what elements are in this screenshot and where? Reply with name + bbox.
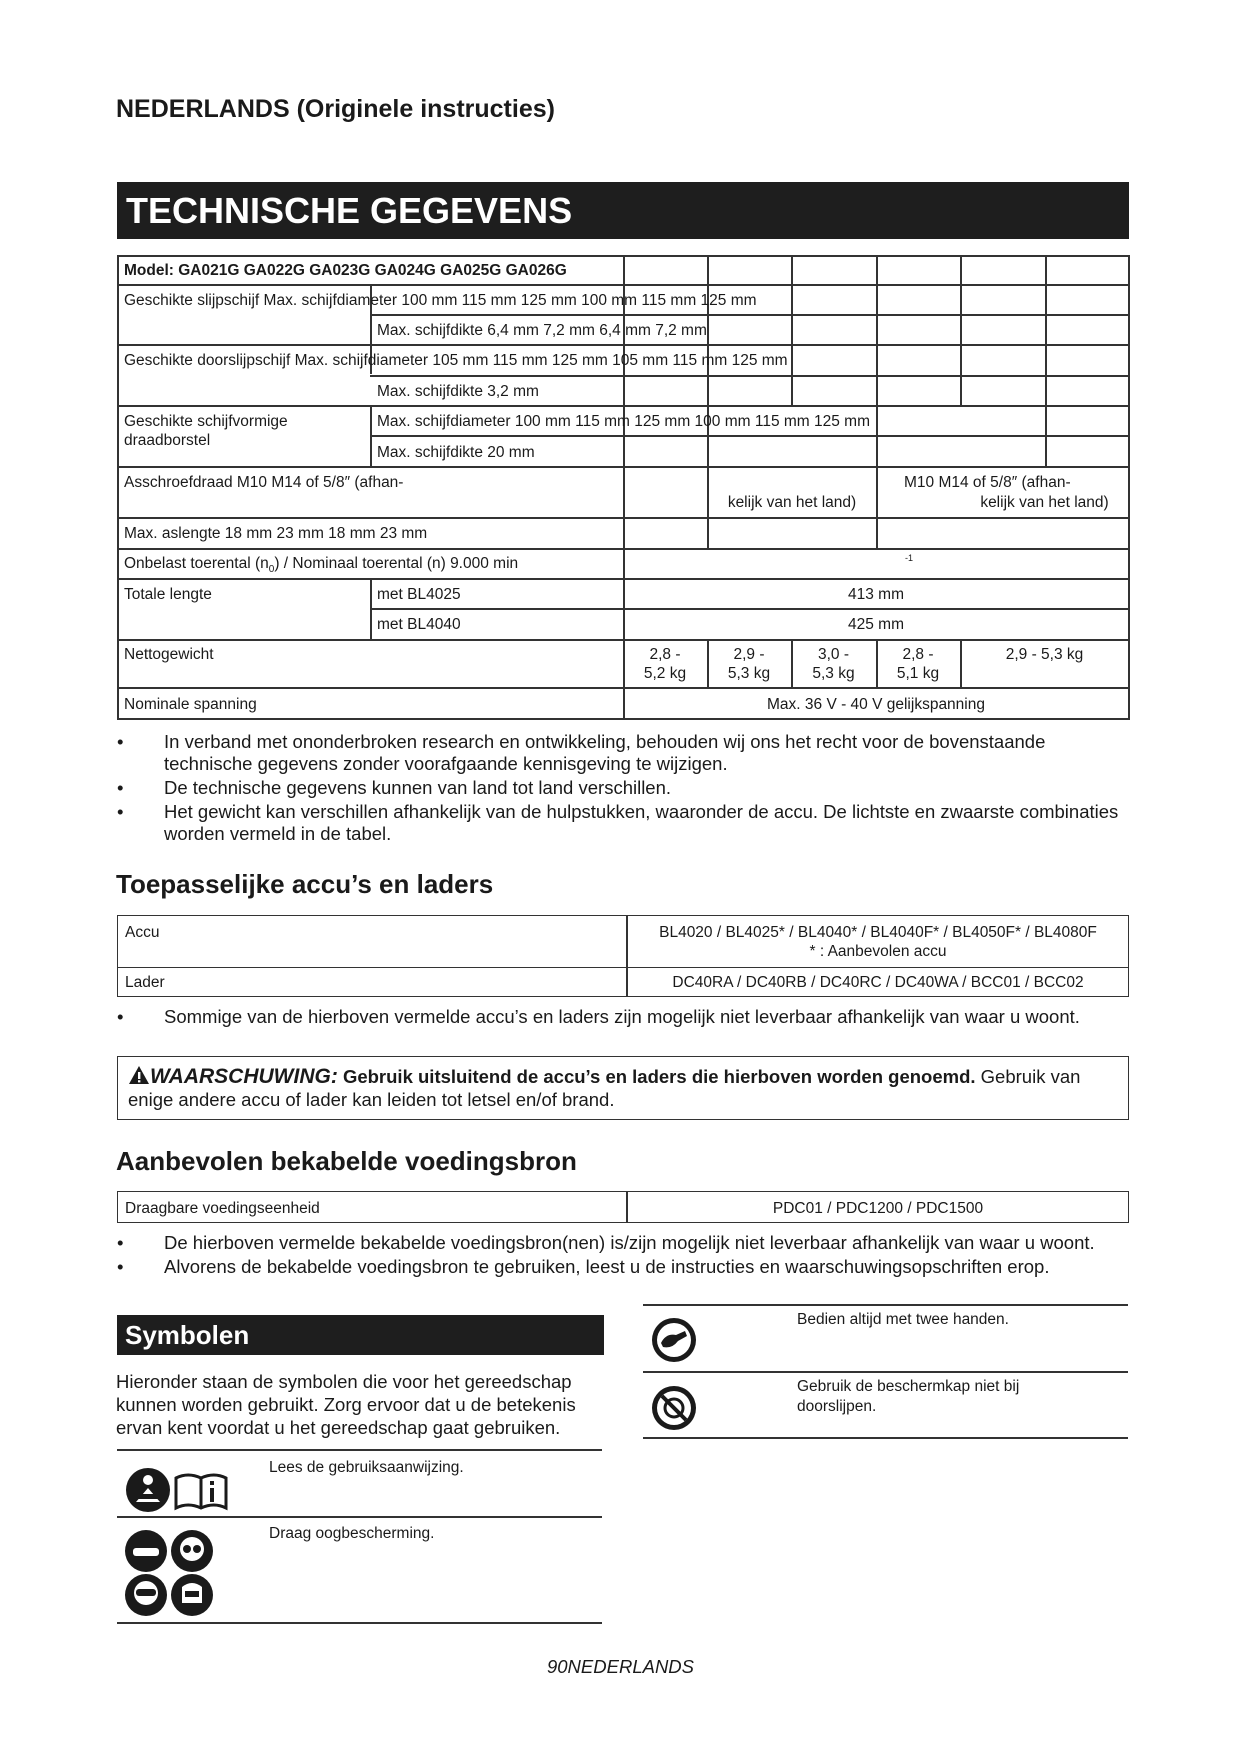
power-value: PDC01 / PDC1200 / PDC1500 [772,1200,984,1217]
warning-label: WAARSCHUWING: [150,1065,338,1088]
speed-row: Onbelast toerental $(n_0)$ / Nominaal toerental (n) 9.000 min [124,555,519,576]
tech-data-heading: TECHNISCHE GEGEVENS [117,182,1129,239]
list-item: • Alvorens de bekabelde voedingsbron te gebruiken, leest u de instructies en waarschuwingsopschriften erop. [117,1256,1050,1277]
length-bl4040-label: met BL4040 [377,616,461,633]
list-item: • De technische gegevens kunnen van land tot land verschillen. [117,777,672,798]
tech-notes [117,731,1137,847]
brush-label-2: draadborstel [124,432,211,449]
length-label: Totale lengte [124,586,212,603]
power-heading: Aanbevolen bekabelde voedingsbron [116,1146,577,1176]
page-footer: 90NEDERLANDS [546,1656,695,1677]
battery-notes [117,1006,1137,1030]
weight-ga022g: 2,9 - 5,3 kg [727,646,771,682]
voltage-label: Nominale spanning [124,696,257,713]
list-item: • Sommige van de hierboven vermelde accu’s en laders zijn mogelijk niet leverbaar afhankelijk van waar u woont. [117,1006,1080,1027]
thread-col5-line2: kelijk van het land) [980,494,1109,511]
warning-text: Gebruik van enige andere accu of lader kan leiden tot letsel en/of brand. [128,1066,1081,1110]
lader-value: DC40RA / DC40RB / DC40RC / DC40WA / BCC01 / BCC02 [672,974,1084,991]
weight-ga023g: 3,0 - 5,3 kg [812,646,855,682]
weight-ga025g-ga026g: 2,9 - 5,3 kg [1005,646,1084,663]
accu-label: Accu [125,924,160,941]
battery-table [117,915,1129,997]
power-table [117,1191,1129,1223]
lader-label: Lader [125,974,165,991]
two-hands-icon [650,1316,698,1369]
grind-thickness: Max. schijfdikte 6,4 mm 7,2 mm 6,4 mm 7,2 mm [377,322,707,339]
thread-col3: kelijk van het land) [727,494,857,511]
two-hands-text: Bedien altijd met twee handen. [797,1311,1009,1328]
cut-thickness: Max. schijfdikte 3,2 mm [377,383,539,400]
document-title: NEDERLANDS (Originele instructies) [116,95,555,123]
brush-thickness: Max. schijfdikte 20 mm [377,444,535,461]
length-bl4025-value: 413 mm [848,586,904,603]
brush-label-1: Geschikte schijfvormige [124,413,288,430]
symbols-heading: Symbolen [117,1315,604,1355]
weight-label: Nettogewicht [124,646,214,663]
warning-icon [128,1065,150,1085]
voltage-value: Max. 36 V - 40 V gelijkspanning [767,696,985,713]
power-notes [117,1232,1137,1280]
power-label: Draagbare voedingseenheid [125,1200,320,1217]
grind-disc-row: Geschikte slijpschijf Max. schijfdiameter 100 mm 115 mm 125 mm 100 mm 115 mm 125 mm [124,292,757,309]
list-item: • Het gewicht kan verschillen afhankelijk van de hulpstukken, waaronder de accu. De lichtste en zwaarste combinaties worden vermeld in de tabel. [117,801,1119,844]
weight-ga021g: 2,8 - 5,2 kg [643,646,687,682]
model-row: Model: GA021G GA022G GA023G GA024G GA025G GA026G [124,262,567,279]
thread-col5-line1: M10 M14 of 5/8″ (afhan- [904,474,1071,491]
length-bl4040-value: 425 mm [848,616,904,633]
battery-heading: Toepasselijke accu’s en laders [116,869,494,899]
speed-superscript: -1 [905,553,914,563]
symbols-intro: Hieronder staan de symbolen die voor het gereedschap kunnen worden gebruikt. Zorg ervoor dat u de betekenis ervan kent voordat u het gereedschap gaat gebruiken. [116,1371,576,1438]
weight-ga024g: 2,8 - 5,1 kg [896,646,940,682]
eye-protection-icon [124,1529,216,1624]
no-guard-icon [650,1384,698,1437]
list-item: • In verband met ononderbroken research en ontwikkeling, behouden wij ons het recht voor de bovenstaande technische gegevens zonder voorafgaande kennisgeving te wijzigen. [117,731,1046,774]
cut-disc-row: Geschikte doorslijpschijf Max. schijfdiameter 105 mm 115 mm 125 mm 105 mm 115 mm 125 mm [124,352,788,369]
read-manual-text: Lees de gebruiksaanwijzing. [269,1459,464,1476]
read-manual-icon [124,1466,230,1519]
spindle-row: Max. aslengte 18 mm 23 mm 18 mm 23 mm [124,525,428,542]
list-item: • De hierboven vermelde bekabelde voedingsbron(nen) is/zijn mogelijk niet leverbaar afhankelijk van waar u woont. [117,1232,1095,1253]
length-bl4025-label: met BL4025 [377,586,461,603]
no-guard-text: Gebruik de beschermkap niet bij doorslijpen. [797,1378,1020,1415]
eye-protection-text: Draag oogbescherming. [269,1525,435,1542]
brush-disc: Max. schijfdiameter 100 mm 115 mm 125 mm 100 mm 115 mm 125 mm [377,413,870,430]
thread-row: Asschroefdraad M10 M14 of 5/8″ (afhan- [124,474,404,491]
warning-bold-text: Gebruik uitsluitend de accu’s en laders die hierboven worden genoemd. [342,1066,976,1087]
spec-table [117,255,1129,720]
warning-box [117,1056,1129,1120]
accu-value: BL4020 / BL4025* / BL4040* / BL4040F* / BL4050F* / BL4080F * : Aanbevolen accu [659,924,1097,960]
